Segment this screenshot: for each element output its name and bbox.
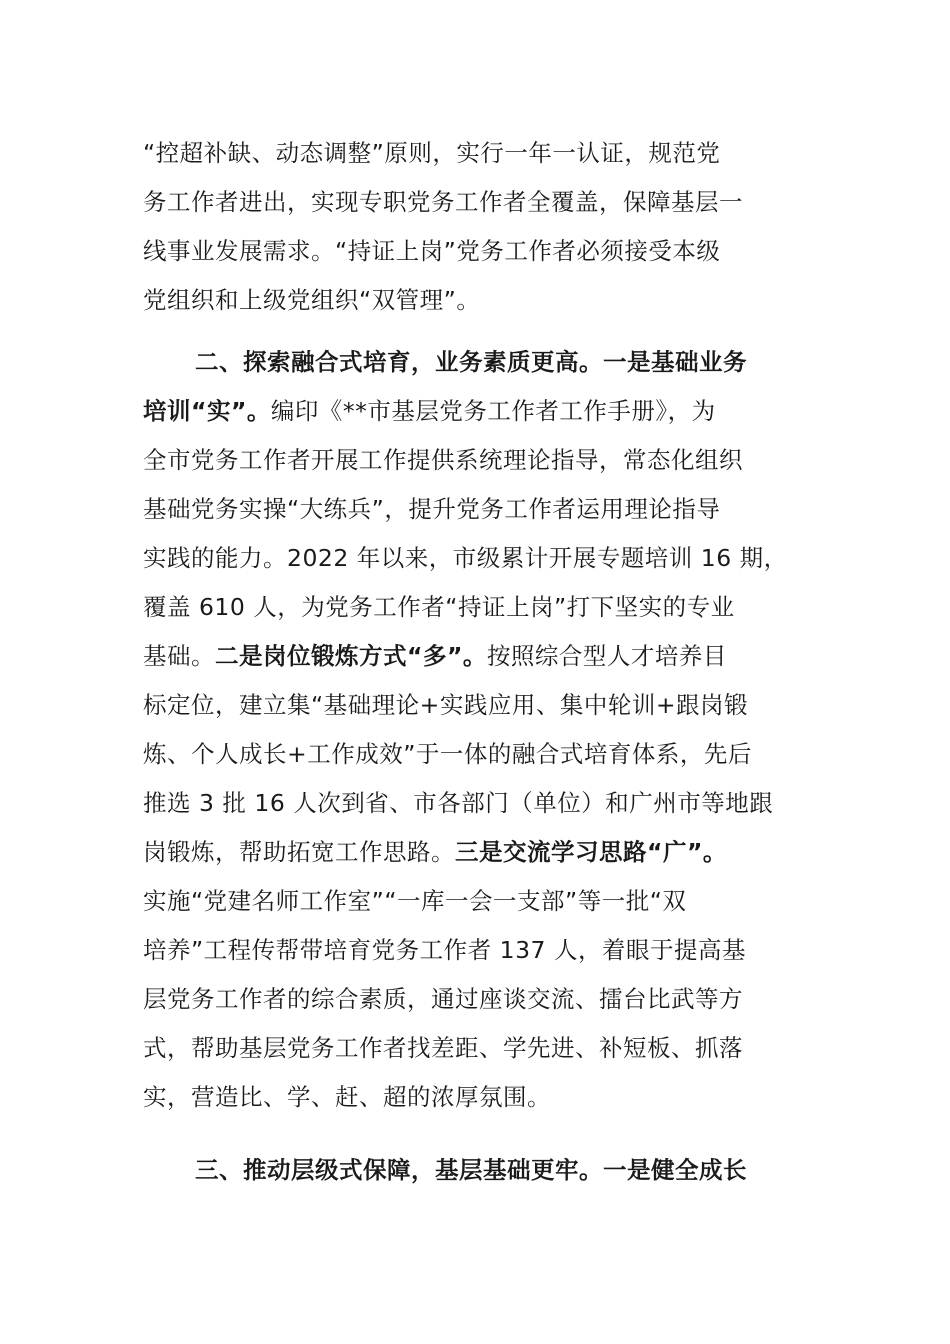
text-run: 按照综合型人才培养目 [486,642,727,670]
text-run: 线事业发展需求。“持证上岗”党务工作者必须接受本级 [143,237,721,265]
section-heading-2: 二、探索融合式培育，业务素质更高。一是基础业务 [195,348,747,376]
text-run-bold: 二是岗位锻炼方式“多”。 [215,642,487,670]
paragraph-2-line-13 [143,930,813,970]
text-run: 层党务工作者的综合素质，通过座谈交流、擂台比武等方 [143,985,743,1013]
text-run: 基础党务实操“大练兵”，提升党务工作者运用理论指导 [143,495,721,523]
text-run: 推选 3 批 16 人次到省、市各部门（单位）和广州市等地跟 [143,789,774,817]
text-run: 标定位，建立集“基础理论+实践应用、集中轮训+跟岗锻 [143,691,749,719]
paragraph-2-line-12 [143,881,813,921]
text-run: 编印《**市基层党务工作者工作手册》，为 [270,397,716,425]
paragraph-2-line-7 [143,636,813,676]
paragraph-2-line-1 [195,342,865,382]
text-run-bold: 三是交流学习思路“广”。 [455,838,727,866]
paragraph-3-line-1 [195,1150,865,1190]
text-run: 培养”工程传帮带培育党务工作者 137 人，着眼于提高基 [143,936,746,964]
paragraph-2-line-2 [143,391,813,431]
text-run: “控超补缺、动态调整”原则，实行一年一认证，规范党 [143,139,721,167]
paragraph-2-line-16 [143,1077,813,1117]
paragraph-2-line-6 [143,587,813,627]
text-run: 基础。 [143,642,215,670]
paragraph-2-line-8 [143,685,813,725]
text-run-bold: 培训“实”。 [143,397,271,425]
text-run: 党组织和上级党组织“双管理”。 [143,286,481,314]
paragraph-2-line-9 [143,734,813,774]
paragraph-2-line-3 [143,440,813,480]
text-run: 岗锻炼，帮助拓宽工作思路。 [143,838,455,866]
text-run: 务工作者进出，实现专职党务工作者全覆盖，保障基层一 [143,188,743,216]
text-run: 实施“党建名师工作室”“一库一会一支部”等一批“双 [143,887,687,915]
text-run: 炼、个人成长+工作成效”于一体的融合式培育体系，先后 [143,740,752,768]
paragraph-1-line-2 [143,182,813,222]
paragraph-2-line-14 [143,979,813,1019]
paragraph-1-line-1 [143,133,813,173]
text-run: 式，帮助基层党务工作者找差距、学先进、补短板、抓落 [143,1034,743,1062]
paragraph-2-line-15 [143,1028,813,1068]
paragraph-2-line-4 [143,489,813,529]
paragraph-2-line-10 [143,783,813,823]
text-run: 实，营造比、学、赶、超的浓厚氛围。 [143,1083,551,1111]
text-run: 实践的能力。2022 年以来，市级累计开展专题培训 16 期， [143,544,788,572]
paragraph-1-line-4 [143,280,813,320]
section-heading-3: 三、推动层级式保障，基层基础更牢。一是健全成长 [195,1156,747,1184]
text-run: 全市党务工作者开展工作提供系统理论指导，常态化组织 [143,446,743,474]
paragraph-2-line-5 [143,538,813,578]
text-run: 覆盖 610 人，为党务工作者“持证上岗”打下坚实的专业 [143,593,735,621]
paragraph-1-line-3 [143,231,813,271]
paragraph-2-line-11 [143,832,813,872]
